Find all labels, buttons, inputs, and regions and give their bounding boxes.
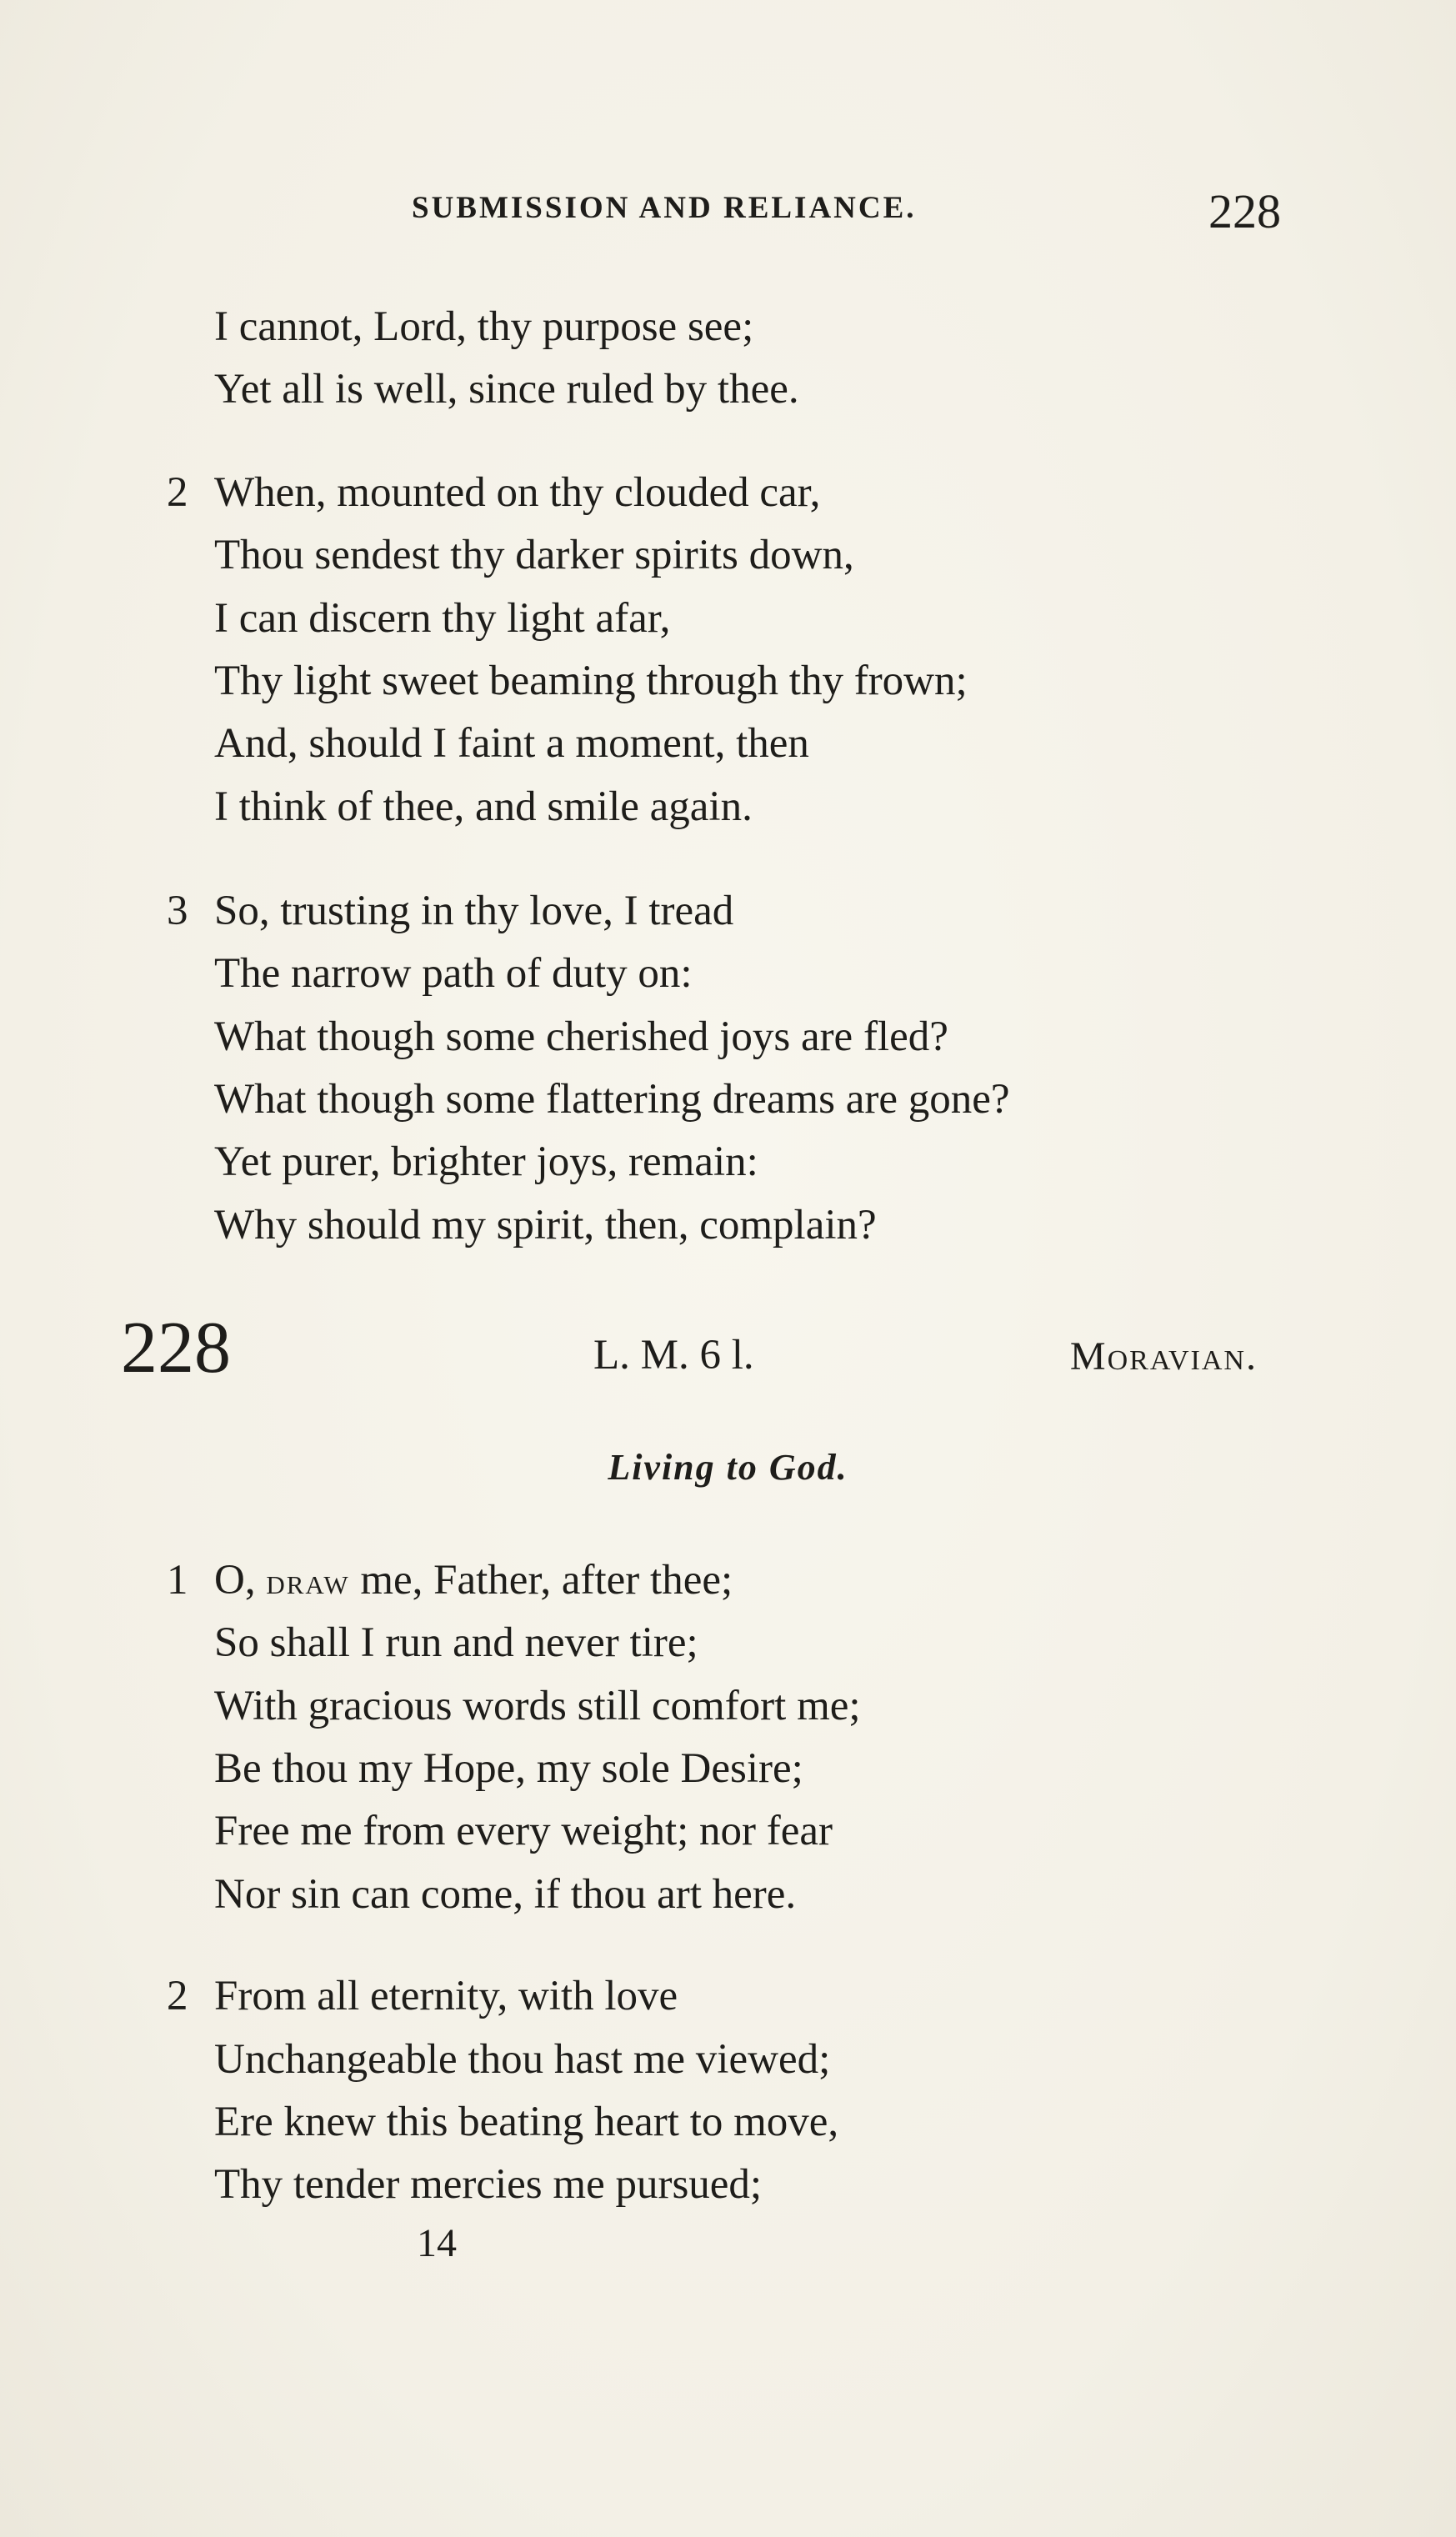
running-head: SUBMISSION AND RELIANCE.	[412, 191, 917, 225]
stanza-number: 3	[167, 888, 188, 934]
verse-line: So, trusting in thy love, I tread	[214, 888, 734, 934]
hymn-meter: L. M. 6 l.	[593, 1332, 754, 1379]
verse-line: Free me from every weight; nor fear	[214, 1808, 833, 1854]
verse-line: With gracious words still comfort me;	[214, 1683, 861, 1729]
signature-mark: 14	[417, 2221, 457, 2265]
verse-line: Unchangeable thou hast me viewed;	[214, 2036, 831, 2083]
verse-line: From all eternity, with love	[214, 1973, 678, 2019]
page-number: 228	[1208, 184, 1281, 238]
verse-line: Thy light sweet beaming through thy frown;	[214, 658, 968, 704]
verse-line: Thou sendest thy darker spirits down,	[214, 532, 854, 578]
verse-line: Yet all is well, since ruled by thee.	[214, 366, 799, 413]
verse-line: What though some flattering dreams are gone?	[214, 1076, 1010, 1123]
verse-line: Why should my spirit, then, complain?	[214, 1202, 877, 1248]
stanza-number: 1	[167, 1557, 188, 1604]
hymn-tune: Moravian.	[1069, 1334, 1258, 1379]
verse-line-start: O,	[214, 1557, 267, 1604]
verse-line: I cannot, Lord, thy purpose see;	[214, 303, 754, 350]
verse-line-small-caps: draw	[266, 1561, 350, 1602]
verse-line: Nor sin can come, if thou art here.	[214, 1871, 797, 1918]
stanza-number: 2	[167, 1973, 188, 2019]
stanza-number: 2	[167, 469, 188, 516]
hymn-title: Living to God.	[608, 1447, 848, 1488]
verse-line: Ere knew this beating heart to move,	[214, 2099, 839, 2145]
verse-line: The narrow path of duty on:	[214, 950, 693, 997]
verse-line: I can discern thy light afar,	[214, 595, 671, 642]
verse-line: What though some cherished joys are fled?	[214, 1013, 948, 1060]
verse-line: And, should I faint a moment, then	[214, 720, 809, 767]
verse-line: Be thou my Hope, my sole Desire;	[214, 1745, 803, 1792]
verse-line-first	[214, 1555, 733, 1607]
hymn-number: 228	[121, 1308, 231, 1389]
verse-line: I think of thee, and smile again.	[214, 783, 753, 830]
verse-line-rest: me, Father, after thee;	[349, 1557, 733, 1604]
verse-line: So shall I run and never tire;	[214, 1619, 698, 1666]
verse-line: Thy tender mercies me pursued;	[214, 2161, 763, 2208]
verse-line: Yet purer, brighter joys, remain:	[214, 1138, 758, 1185]
verse-line: When, mounted on thy clouded car,	[214, 469, 821, 516]
